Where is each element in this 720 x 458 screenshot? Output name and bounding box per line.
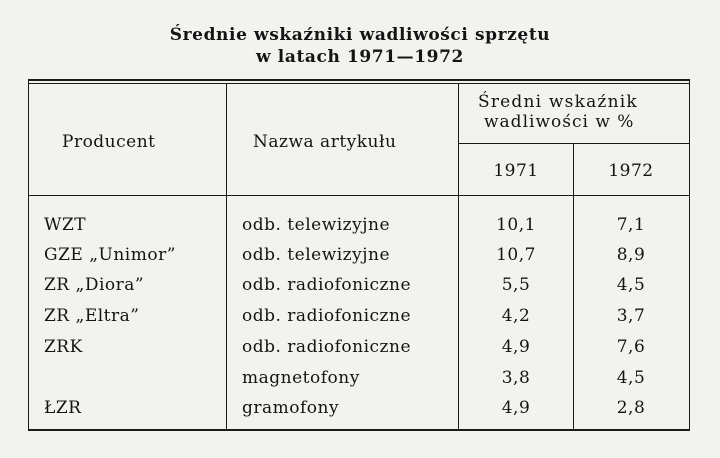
value-1971-cell: 10,7 [496, 245, 536, 265]
table-title [0, 24, 720, 68]
producer-cell: ŁZR [44, 398, 82, 418]
header-year-1971: 1971 [493, 161, 539, 181]
value-1971-cell: 3,8 [501, 368, 531, 388]
article-cell: magnetofony [242, 368, 360, 388]
top-rule [28, 79, 690, 81]
value-1972-cell: 2,8 [616, 398, 646, 418]
col-divider-2 [458, 83, 459, 429]
producer-cell: WZT [44, 215, 87, 235]
value-1971-cell: 4,9 [501, 337, 531, 357]
producer-cell: ZR „Diora” [44, 275, 145, 295]
article-cell: odb. radiofoniczne [242, 275, 412, 295]
article-cell: gramofony [242, 398, 340, 418]
value-1971-cell: 10,1 [496, 215, 536, 235]
value-1971-cell: 4,9 [501, 398, 531, 418]
value-1971-cell: 4,2 [501, 306, 531, 326]
title-line-1: Średnie wskaźniki wadliwości sprzętu [169, 25, 551, 45]
producer-cell: GZE „Unimor” [44, 245, 176, 265]
header-avg-line-2: wadliwości w % [484, 112, 635, 132]
value-1972-cell: 7,1 [616, 215, 646, 235]
value-1972-cell: 4,5 [616, 368, 646, 388]
header-year-1972: 1972 [608, 161, 654, 181]
defect-rate-table [28, 79, 690, 432]
article-cell: odb. telewizyjne [242, 215, 391, 235]
col-divider-1 [226, 83, 227, 429]
col-divider-3 [573, 143, 574, 429]
left-border [28, 79, 29, 431]
title-line-2: w latach 1971—1972 [256, 47, 464, 67]
value-1972-cell: 3,7 [616, 306, 646, 326]
top-rule-inner [28, 83, 690, 84]
article-cell: odb. radiofoniczne [242, 306, 412, 326]
header-article: Nazwa artykułu [253, 132, 397, 152]
header-bottom-rule [28, 195, 690, 196]
value-1971-cell: 5,5 [501, 275, 531, 295]
producer-cell: ZR „Eltra” [44, 306, 140, 326]
value-1972-cell: 8,9 [616, 245, 646, 265]
value-1972-cell: 4,5 [616, 275, 646, 295]
header-producer: Producent [62, 132, 156, 152]
article-cell: odb. telewizyjne [242, 245, 391, 265]
header-avg-line-1: Średni wskaźnik [478, 92, 638, 112]
year-divider-rule [458, 143, 690, 144]
right-border [689, 79, 690, 431]
article-cell: odb. radiofoniczne [242, 337, 412, 357]
producer-cell: ZRK [44, 337, 83, 357]
bottom-rule [28, 429, 690, 431]
value-1972-cell: 7,6 [616, 337, 646, 357]
